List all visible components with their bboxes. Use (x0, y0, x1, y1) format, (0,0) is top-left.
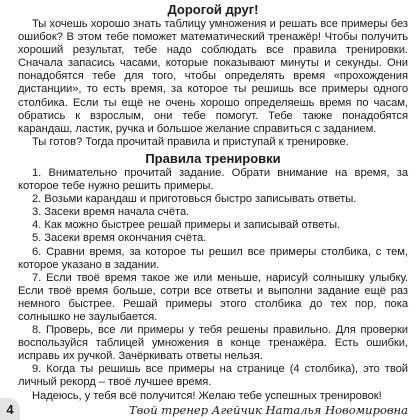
rule-item-6: 6. Сравни время, за которое ты решил все примеры столбика, с тем, которое указано в задании. (18, 245, 408, 271)
rule-item-9: 9. Когда ты решишь все примеры на странице (4 столбика), это твой личный рекорд – твоё лучшее время. (18, 363, 408, 389)
rules-heading: Правила тренировки (145, 150, 281, 166)
rule-item-1: 1. Внимательно прочитай задание. Обрати внимание на время, за которое тебе нужно решить примеры. (18, 166, 408, 193)
signature: Твой тренер Агейчик Наталья Новомировна (128, 402, 408, 417)
closing-line: Надеюсь, у тебя всё получится! Желаю тебе успешных тренировок! (32, 389, 382, 402)
rule-item-8: 8. Проверь, все ли примеры у тебя решены правильно. Для проверки воспользуйся таблицей умножения в конце тренажёра. Есть ошибки, исправь их ручкой. Зачёркивать ответы нельзя. (18, 324, 408, 363)
page-number: 4 (6, 401, 14, 417)
rule-item-7: 7. Если твоё время такое же или меньше, нарисуй солнышку улыбку. Если твоё время больше, сотри все ответы и выполни задание ещё раз немного быстрее. Решай примеры этого столбика до тех пор, пока солнышко не заулыбается. (18, 271, 408, 323)
intro-paragraph-1: Ты хочешь хорошо знать таблицу умножения и решать все примеры без ошибок? В этом тебе поможет математический тренажёр! Чтобы получить хороший результат, тебе надо соблюдать все правила тренировки. Сначала запасись часами, которые показывают минуты и секунды. Они понадобятся тебе для того, чтобы определять время «прохождения дистанции», то есть время, за которое ты решишь все примеры одного столбика. Если ты ещё не очень хорошо определяешь время по часам, обратись к взрослым, они тебе помогут. Тебе также понадобятся карандаш, ластик, ручка и большое желание справиться с заданием. (18, 18, 408, 135)
document-page (18, 2, 408, 417)
page-number-badge (0, 398, 20, 420)
page-title: Дорогой друг! (167, 2, 259, 17)
rule-item-4: 4. Как можно быстрее решай примеры и записывай ответы. (32, 219, 341, 232)
intro-paragraph-2: Ты готов? Тогда прочитай правила и приступай к тренировке. (32, 135, 349, 148)
rule-item-2: 2. Возьми карандаш и приготовься быстро записывать ответы. (32, 193, 357, 206)
rule-item-5: 5. Засеки время окончания счёта. (32, 232, 207, 245)
rule-item-3: 3. Засеки время начала счёта. (32, 206, 190, 219)
